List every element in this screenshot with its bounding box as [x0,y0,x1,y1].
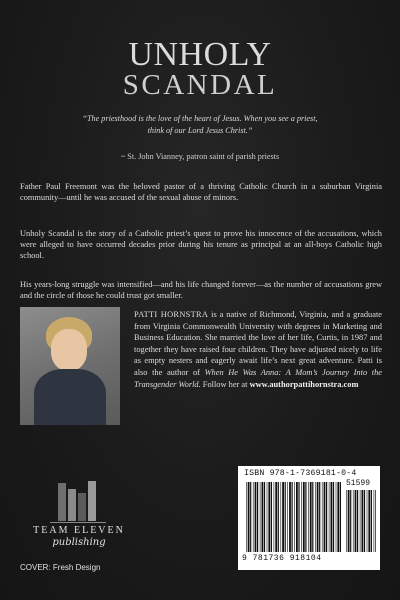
author-photo-body [34,369,106,425]
epigraph-attribution: ~ St. John Vianney, patron saint of parish priests [120,152,280,161]
barcode-bar [375,490,376,552]
barcode-bar [255,482,257,552]
barcode-bar [264,482,265,552]
barcode-bar [337,482,339,552]
barcode-bar [319,482,320,552]
title-line-1: UNHOLY [128,36,272,73]
barcode-bar [298,482,299,552]
author-bio [134,309,382,390]
barcode-bar [260,482,261,552]
epigraph-quote: “The priesthood is the love of the heart of Jesus. When you see a priest, think of our Lord Jesus Christ.” [82,114,318,135]
barcode-bar [324,482,326,552]
barcode-bar [282,482,284,552]
barcode-bar [367,490,368,552]
title-line-2: SCANDAL [122,69,278,101]
barcode-bar [310,482,312,552]
logo-shelf-line [50,522,106,523]
barcode-bar [340,482,341,552]
cover-credit: COVER: Fresh Design [20,563,101,572]
barcode-bar [274,482,275,552]
author-follow-text: Follow her at [200,379,250,389]
description-paragraph-3: His years-long struggle was intensified—and his life changed forever—as the number of accusations grew and the circle of those he could trust got smaller. [20,280,382,301]
isbn-text: ISBN 978-1-7369181-0-4 [244,469,357,478]
barcode-bar [317,482,319,552]
logo-book-2 [68,489,76,521]
barcode-bar [271,482,272,552]
barcode-bar [278,482,279,552]
barcode-bar [292,482,293,552]
barcode-bar [257,482,258,552]
barcode-bar [331,482,333,552]
barcode-bar [357,490,358,552]
barcode-bar [322,482,323,552]
barcode-bar [371,490,372,552]
barcode-bar [362,490,364,552]
barcode-bar [303,482,305,552]
barcode-bar [262,482,264,552]
author-photo [20,307,120,425]
barcode-digits: 9 781736 918104 [242,554,322,563]
barcode-bar [275,482,277,552]
barcode-bar [329,482,330,552]
barcode-bar [285,482,286,552]
barcode-bar [312,482,313,552]
barcode-main-bars [246,482,342,552]
barcode-bar [364,490,365,552]
barcode-bar [353,490,354,552]
description-paragraph-1: Father Paul Freemont was the beloved pastor of a thriving Catholic Church in a suburban Virginia community—until he was accused of the sexual abuse of minors. [20,182,382,203]
logo-book-4 [88,481,96,521]
publisher-logo [20,471,138,551]
barcode-bar [348,490,350,552]
author-bio-text: is a native of Richmond, Virginia, and a graduate from Virginia Commonwealth University with degrees in Marketing and Business Education. She married the love of her life, Curtis, in 1987 and together they have raised four children. They have adjusted nicely to life as empty nesters and eagerly await life’s next great adventure. Patti is also the author of [134,310,382,377]
barcode-bar [287,482,288,552]
publisher-tagline: publishing [52,537,106,548]
barcode-bar [301,482,302,552]
barcode-bar [246,482,247,552]
barcode-bar [248,482,250,552]
author-other-book: When He Was Anna: A Mom’s Journey Into the Transgender World. [134,367,382,389]
logo-book-3 [78,493,86,521]
description-paragraph-2: Unholy Scandal is the story of a Catholic priest’s quest to prove his innocence of the accusations, which were alleged to have occurred decades prior during his tenure as principal at an all-boys Catholic high school. [20,229,382,261]
barcode-bar [281,482,282,552]
barcode-bar [360,490,361,552]
logo-book-1 [58,483,66,521]
barcode-bar [333,482,334,552]
barcode-bar [250,482,251,552]
barcode-bar [315,482,316,552]
barcode-bar [267,482,268,552]
isbn-barcode [238,466,380,570]
barcode-bar [308,482,309,552]
barcode-bar [268,482,270,552]
barcode-price-code: 51599 [346,479,371,488]
barcode-bar [294,482,295,552]
barcode-addon-bars [346,490,376,552]
author-name: PATTI HORNSTRA [134,310,209,319]
barcode-bar [346,490,347,552]
barcode-bar [336,482,337,552]
author-photo-face [51,329,87,371]
barcode-bar [350,490,351,552]
barcode-bar [253,482,254,552]
barcode-bar [374,490,375,552]
barcode-bar [305,482,306,552]
barcode-bar [355,490,357,552]
author-website: www.authorpattihornstra.com [249,379,359,389]
publisher-name: TEAM ELEVEN [33,525,125,536]
barcode-bar [368,490,370,552]
barcode-bar [289,482,291,552]
barcode-bar [296,482,298,552]
barcode-bar [326,482,327,552]
